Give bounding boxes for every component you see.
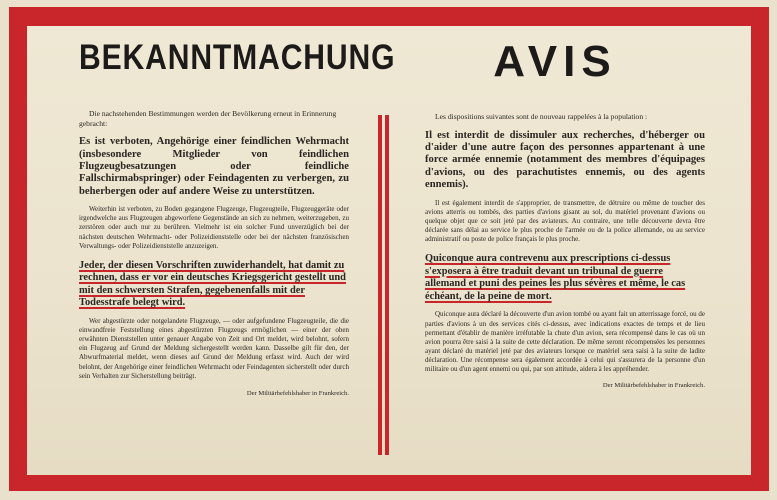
german-column [79,38,396,397]
german-intro: Die nachstehenden Bestimmungen werden der Bevölkerung erneut in Erinnerung gebracht: [79,109,337,128]
divider-line-left [378,115,382,455]
french-paragraph-2: Il est également interdit de s'approprier, de transmettre, de détruire ou même de toucher des avions atterris ou tombés, des parties d'avions gisant au sol, du matériel provenant d'avions ou quelque objet que ce soit jeté par des aviateurs. Au contraire, une telle découverte devra être déclarée sans délai au service le plus proche de l'armée ou de la police allemande, ou au service administratif ou poste de police français le plus proche. [425,198,705,243]
german-warning: Jeder, der diesen Vorschriften zuwiderhandelt, hat damit zu rechnen, dass er vor ein deutsches Kriegsgericht gestellt und mit den schwersten Strafen, gegebenenfalls mit der Todesstrafe belegt wird. [79,259,346,309]
german-title: BEKANNTMACHUNG [79,38,396,77]
french-paragraph-3: Quiconque aura déclaré la découverte d'un avion tombé ou ayant fait un atterrissage forcé, ou de parties d'avions à un des services cités ci-dessus, avec indications exactes de temps et de lieu permettant d'établir de manière irréfutable la chute d'un avion, sera récompensé dans le cas où un avion pourra être saisi à la suite de cette déclaration. De même seront récompensées les personnes ayant déclaré du matériel jeté par des aviateurs lorsque ce matériel sera saisi à la suite de ladite déclaration. Une récompense sera également accordée à celui qui s'assurera de la personne d'un militaire ou d'un agent ennemi ou qui, par son attitude, aidera à les appréhender. [425,310,705,374]
french-intro: Les dispositions suivantes sont de nouveau rappelées à la population : [435,112,648,121]
german-paragraph-3: Wer abgestürzte oder notgelandete Flugzeuge, — oder aufgefundene Flugzeugteile, die die einwandfreie Feststellung eines abgestürzten Flugzeugs ermöglichen — einer der oben erwähnten Dienststellen unter genauer Angabe von Zeit und Ort meldet, wird belohnt, sofern ein Flugzeug auf Grund der Meldung sichergestellt werden kann. Dasselbe gilt für den, der Abwurfmaterial meldet, wenn dieses auf Grund der Meldung erfasst wird. Auch der wird belohnt, der Angehörige einer feindlichen Wehrmacht oder Feindagenten sicherstellt oder durch sein Verhalten zur Sicherstellung beiträgt. [79,317,349,380]
french-main-prohibition: Il est interdit de dissimuler aux recherches, d'héberger ou d'aider d'une autre façon des personnes appartenant à une force armée ennemie (notamment des membres d'équipages d'avions, ou des parachutistes ennemis, ou des agents ennemis). [425,129,705,191]
divider-line-right [385,115,389,455]
french-signature: Der Militärbefehlshaber in Frankreich. [602,382,705,390]
german-main-prohibition: Es ist verboten, Angehörige einer feindlichen Wehrmacht (insbesondere Mitglieder von feindlichen Flugzeugbesatzungen oder feindliche Fallschirmabspringer) oder Feindagenten zu verbergen, zu beherbergen oder auf andere Weise zu unterstützen. [79,136,349,197]
german-paragraph-2: Weiterhin ist verboten, zu Boden gegangene Flugzeuge, Flugzeugteile, Flugzeuggeräte oder irgendwelche aus Flugzeugen abgeworfene Gegenstände an sich zu nehmen, weiterzugeben, zu zerstören oder auch nur zu berühren. Vielmehr ist ein solcher Fund unverzüglich bei der nächsten deutschen Wehrmacht- oder Polizeidienststelle oder bei der nächsten französischen Verwaltungs- oder Polizeidienststelle anzuzeigen. [79,205,349,250]
french-column [425,37,705,390]
center-divider [376,115,390,455]
french-title: AVIS [493,37,617,86]
french-warning: Quiconque aura contrevenu aux prescriptions ci-dessus s'exposera à être traduit devant un tribunal de guerre allemand et puni des peines les plus sévères et même, le cas échéant, de la peine de mort. [425,253,686,302]
german-signature: Der Militärbefehlshaber in Frankreich. [246,389,349,397]
